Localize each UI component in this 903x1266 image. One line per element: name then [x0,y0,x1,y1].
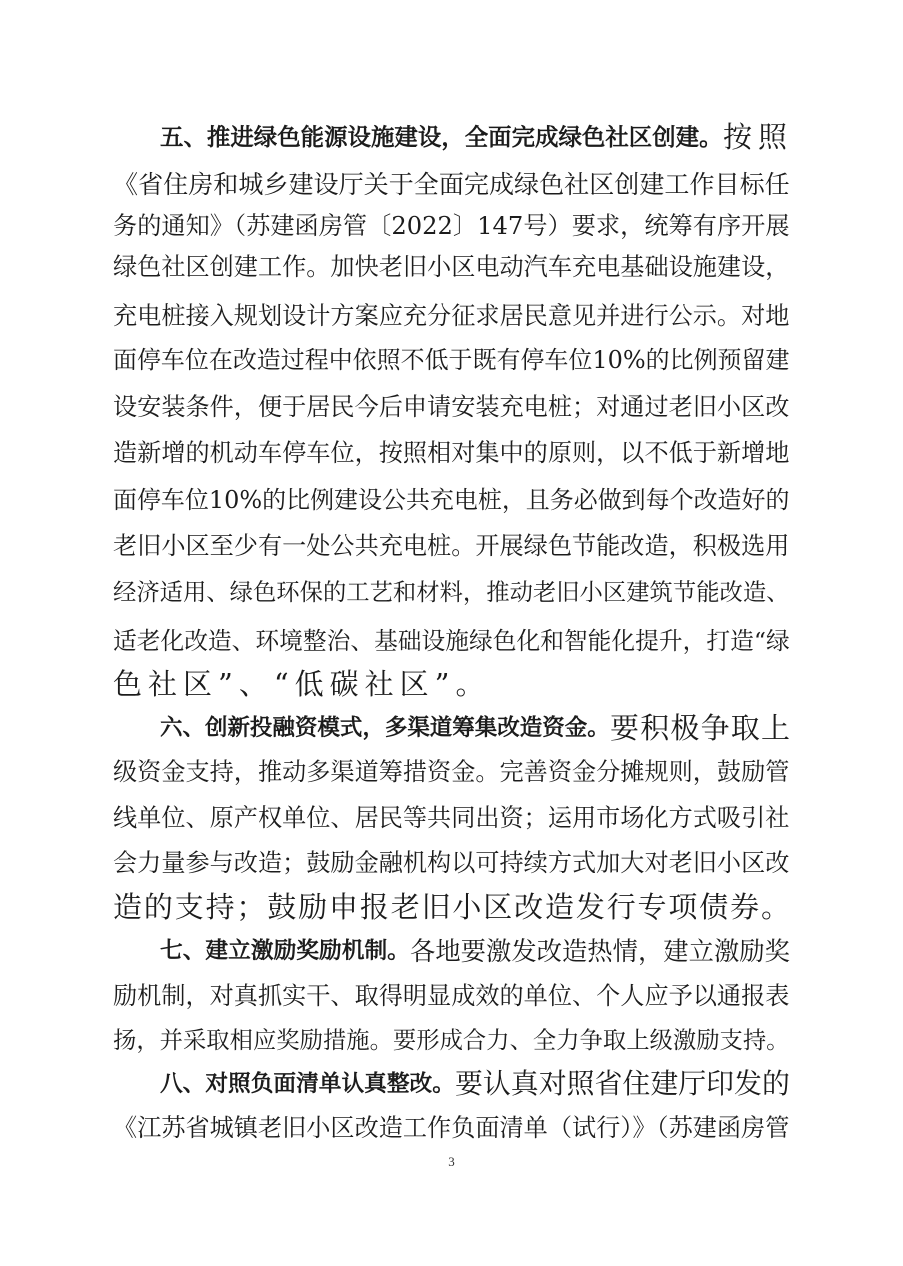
text-line: 面停车位在改造过程中依照不低于既有停车位10%的比例预留建 [113,346,790,374]
text-line: 级资金支持，推动多渠道筹措资金。完善资金分摊规则，鼓励管 [113,758,790,786]
text-line: 绿色社区创建工作。加快老旧小区电动汽车充电基础设施建设， [113,253,790,281]
text-line: 色社区”、“低碳社区”。 [113,667,491,701]
text-line: 务的通知》（苏建函房管〔2022〕147号）要求，统筹有序开展 [113,212,790,240]
heading-line-5 [0,117,903,157]
body-text: 各地要激发改造热情，建立激励奖 [410,936,790,966]
text-line: 《江苏省城镇老旧小区改造工作负面清单（试行）》（苏建函房管 [113,1114,790,1142]
section-heading-5: 五、推进绿色能源设施建设，全面完成绿色社区创建。 [160,123,723,151]
text-line: 扬，并采取相应奖励措施。要形成合力、全力争取上级激励支持。 [113,1026,790,1054]
text-line: 老旧小区至少有一处公共充电桩。开展绿色节能改造，积极选用 [113,532,790,560]
text-line: 面停车位10%的比例建设公共充电桩，且务必做到每个改造好的 [113,486,790,514]
body-text: 要积极争取上 [610,711,792,745]
text-line: 适老化改造、环境整治、基础设施绿色化和智能化提升，打造“绿 [113,627,790,655]
text-line: 《省住房和城乡建设厅关于全面完成绿色社区创建工作目标任 [113,170,790,199]
text-line: 造新增的机动车停车位，按照相对集中的原则，以不低于新增地 [113,439,790,467]
text-line: 充电桩接入规划设计方案应充分征求居民意见并进行公示。对地 [113,302,790,330]
heading-line-7 [0,931,903,971]
section-heading-7: 七、建立激励奖励机制。 [160,938,410,964]
text-line: 设安装条件，便于居民今后申请安装充电桩；对通过老旧小区改 [113,393,790,421]
body-text: 要认真对照省住建厅印发的 [455,1067,790,1100]
heading-line-6 [0,708,903,748]
heading-line-8 [0,1064,903,1104]
text-line: 会力量参与改造；鼓励金融机构以可持续方式加大对老旧小区改 [113,849,790,877]
text-line: 经济适用、绿色环保的工艺和材料，推动老旧小区建筑节能改造、 [113,578,790,606]
text-line: 励机制，对真抓实干、取得明显成效的单位、个人应予以通报表 [113,982,790,1010]
section-heading-6: 六、创新投融资模式，多渠道筹集改造资金。 [160,715,610,741]
page-number: 3 [448,1154,455,1169]
text-line: 线单位、原产权单位、居民等共同出资；运用市场化方式吸引社 [113,804,790,832]
section-heading-8: 八、对照负面清单认真整改。 [160,1071,455,1097]
body-text: 按照 [723,120,794,154]
text-line: 造的支持；鼓励申报老旧小区改造发行专项债券。 [113,890,792,924]
